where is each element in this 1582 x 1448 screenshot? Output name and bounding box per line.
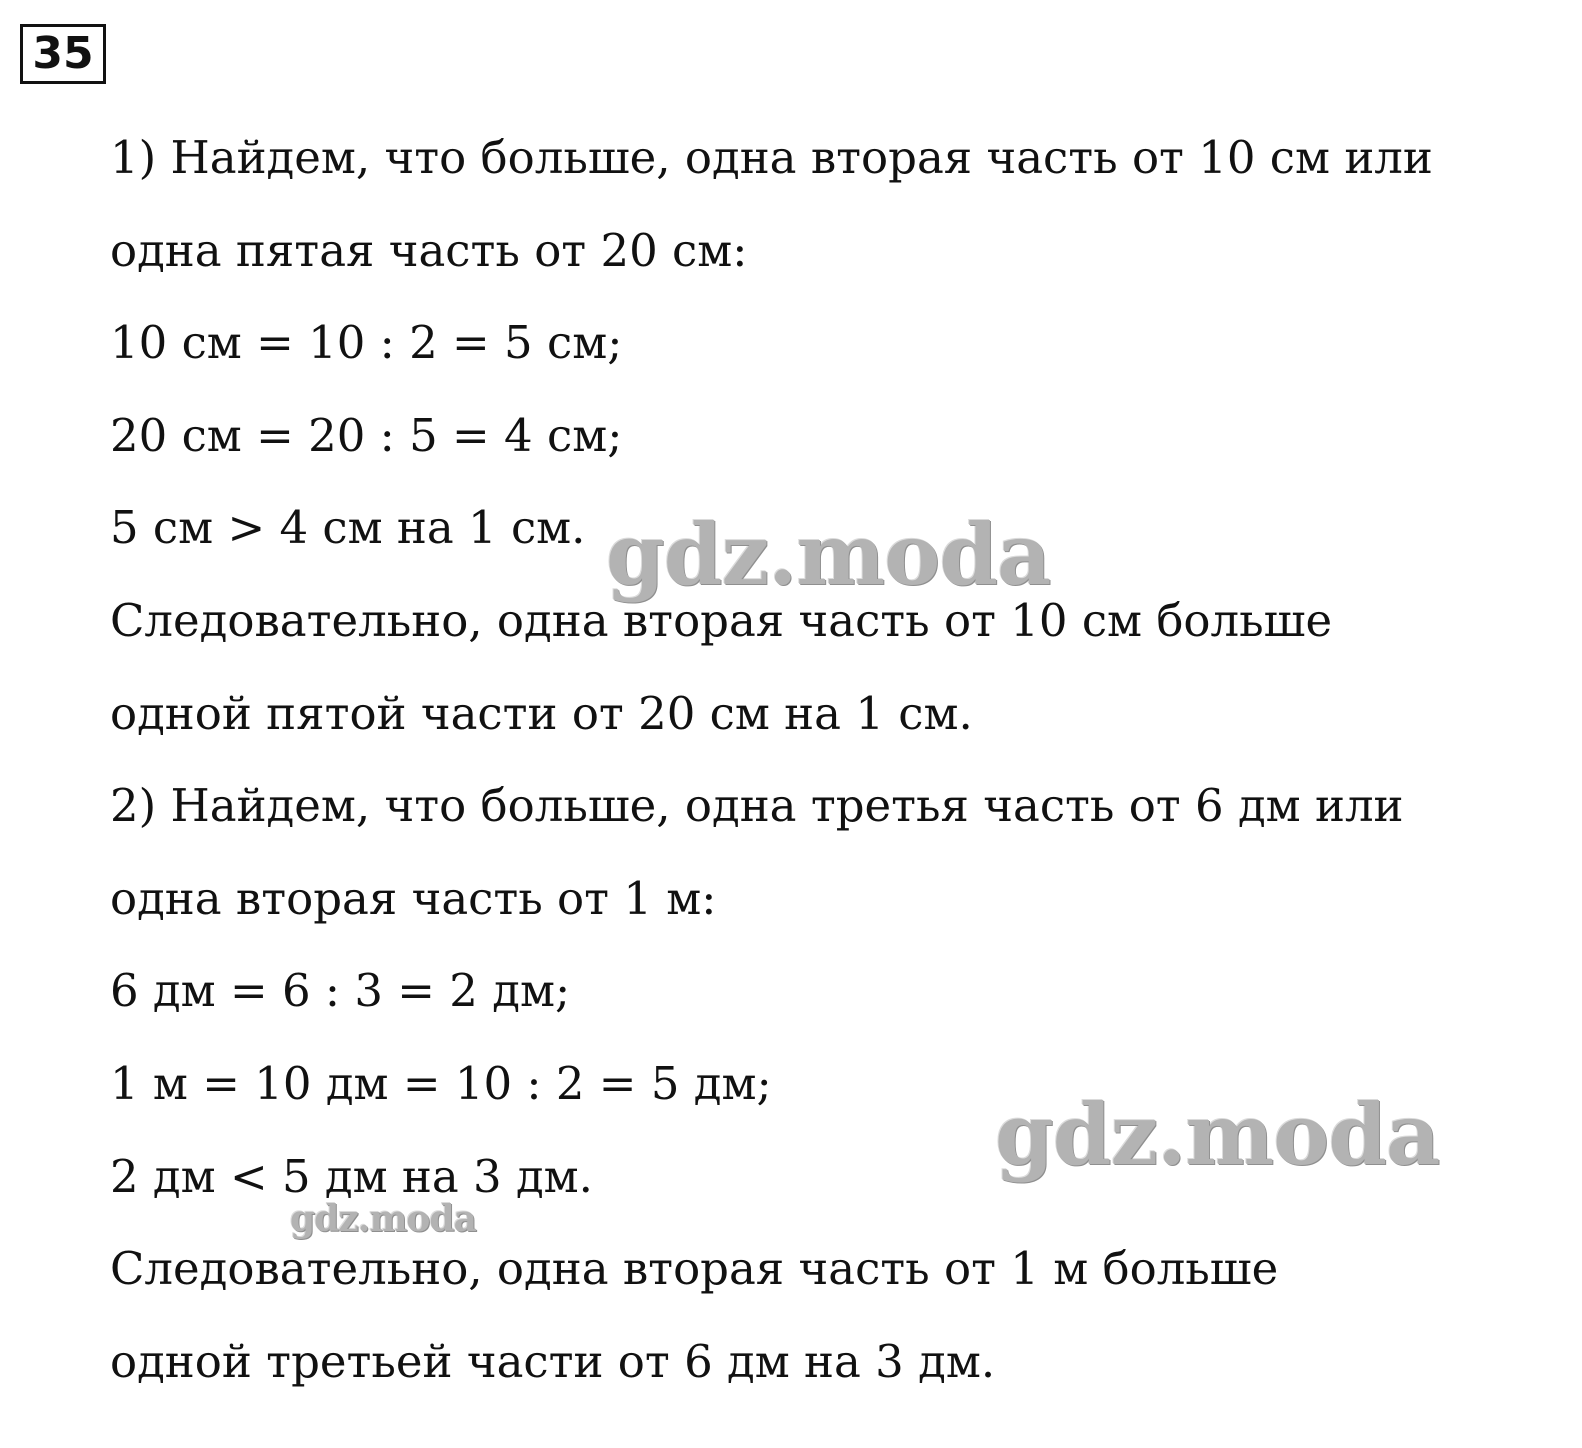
solution-line-9: одна вторая часть от 1 м:: [110, 871, 717, 925]
task-number: 35: [32, 28, 94, 79]
solution-line-1: 1) Найдем, что больше, одна вторая часть от 10 см или: [110, 131, 1433, 184]
solution-line-2: одна пятая часть от 20 см:: [110, 223, 748, 277]
solution-line-11: 1 м = 10 дм = 10 : 2 = 5 дм;: [110, 1056, 772, 1110]
solution-line-5: 5 см > 4 см на 1 см.: [110, 501, 586, 555]
solution-line-13: Следовательно, одна вторая часть от 1 м больше: [110, 1242, 1279, 1296]
watermark-small: gdz.moda: [290, 1198, 476, 1240]
solution-line-4: 20 см = 20 : 5 = 4 см;: [110, 408, 623, 462]
solution-line-12: 2 дм < 5 дм на 3 дм.: [110, 1149, 593, 1203]
solution-line-10: 6 дм = 6 : 3 = 2 дм;: [110, 964, 571, 1018]
task-number-box: [20, 24, 106, 84]
solution-line-14: одной третьей части от 6 дм на 3 дм.: [110, 1334, 996, 1388]
solution-line-3: 10 см = 10 : 2 = 5 см;: [110, 316, 623, 370]
solution-line-8: 2) Найдем, что больше, одна третья часть от 6 дм или: [110, 779, 1404, 833]
watermark-large-bottom: gdz.moda: [995, 1085, 1440, 1184]
solution-line-6: Следовательно, одна вторая часть от 10 см больше: [110, 593, 1333, 647]
solution-line-7: одной пятой части от 20 см на 1 см.: [110, 686, 973, 740]
watermark-large-top: gdz.moda: [606, 505, 1051, 604]
